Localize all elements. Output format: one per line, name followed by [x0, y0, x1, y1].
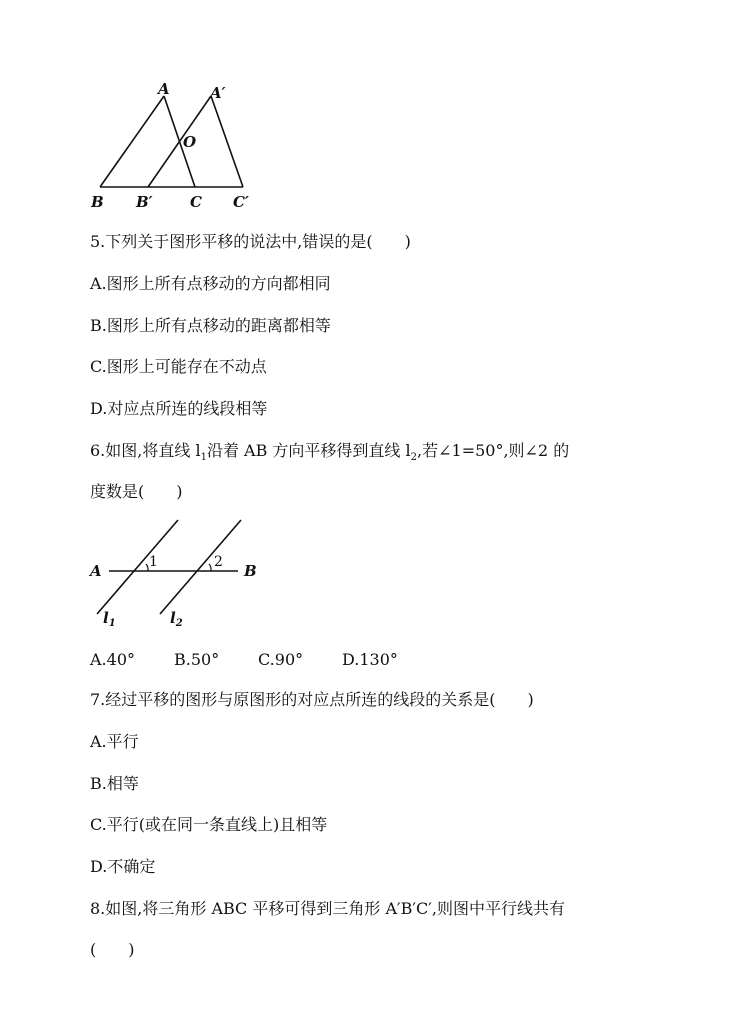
q6-stem-part3: ,若∠1=50°,则∠2 的 — [417, 441, 570, 460]
q7-option-c: C.平行(或在同一条直线上)且相等 — [90, 815, 328, 834]
q6-stem-part2: 沿着 AB 方向平移得到直线 l — [206, 441, 411, 460]
label-A-prime: A′ — [210, 84, 226, 102]
q6-sub1: 1 — [200, 452, 207, 464]
q6-stem-line2: 度数是( ) — [90, 482, 183, 501]
label-A: A — [90, 562, 102, 580]
label-C: C — [190, 193, 202, 211]
parallel-lines-figure — [85, 514, 265, 634]
label-C-prime: C′ — [233, 193, 249, 211]
q6-option-d: D.130° — [342, 650, 398, 669]
q5-option-c: C.图形上可能存在不动点 — [90, 357, 267, 376]
q5-option-a: A.图形上所有点移动的方向都相同 — [90, 274, 331, 293]
label-A: A — [158, 80, 170, 98]
q6-stem — [90, 441, 570, 464]
q5-option-d: D.对应点所连的线段相等 — [90, 399, 268, 418]
q7-option-b: B.相等 — [90, 774, 139, 793]
q7-option-a: A.平行 — [90, 732, 139, 751]
label-l2: $l_2$ — [170, 609, 183, 629]
q6-options — [90, 650, 398, 670]
q5-option-b: B.图形上所有点移动的距离都相等 — [90, 316, 331, 335]
label-O: O — [183, 133, 197, 151]
label-B: B — [91, 193, 104, 211]
label-B-prime: B′ — [136, 193, 153, 211]
q8-stem-line2: ( ) — [90, 940, 135, 959]
q6-option-c: C.90° — [258, 650, 304, 669]
q6-option-a: A.40° — [90, 650, 135, 669]
angle-1-label: 1 — [149, 554, 158, 570]
label-l1: $l_1$ — [103, 609, 116, 629]
triangle-translation-figure — [80, 80, 280, 220]
parallel-lines-diagram — [85, 514, 265, 634]
q8-stem: 8.如图,将三角形 ABC 平移可得到三角形 A′B′C′,则图中平行线共有 — [90, 899, 566, 918]
q7-option-d: D.不确定 — [90, 857, 156, 876]
q6-sub2: 2 — [410, 452, 418, 464]
label-B: B — [244, 562, 257, 580]
q6-option-b: B.50° — [174, 650, 220, 669]
q7-stem: 7.经过平移的图形与原图形的对应点所连的线段的关系是( ) — [90, 690, 534, 709]
q5-stem: 5.下列关于图形平移的说法中,错误的是( ) — [90, 232, 411, 251]
q6-stem-part1: 6.如图,将直线 l — [90, 441, 201, 460]
triangle-translation-diagram — [80, 80, 280, 220]
angle-2-label: 2 — [214, 554, 223, 570]
